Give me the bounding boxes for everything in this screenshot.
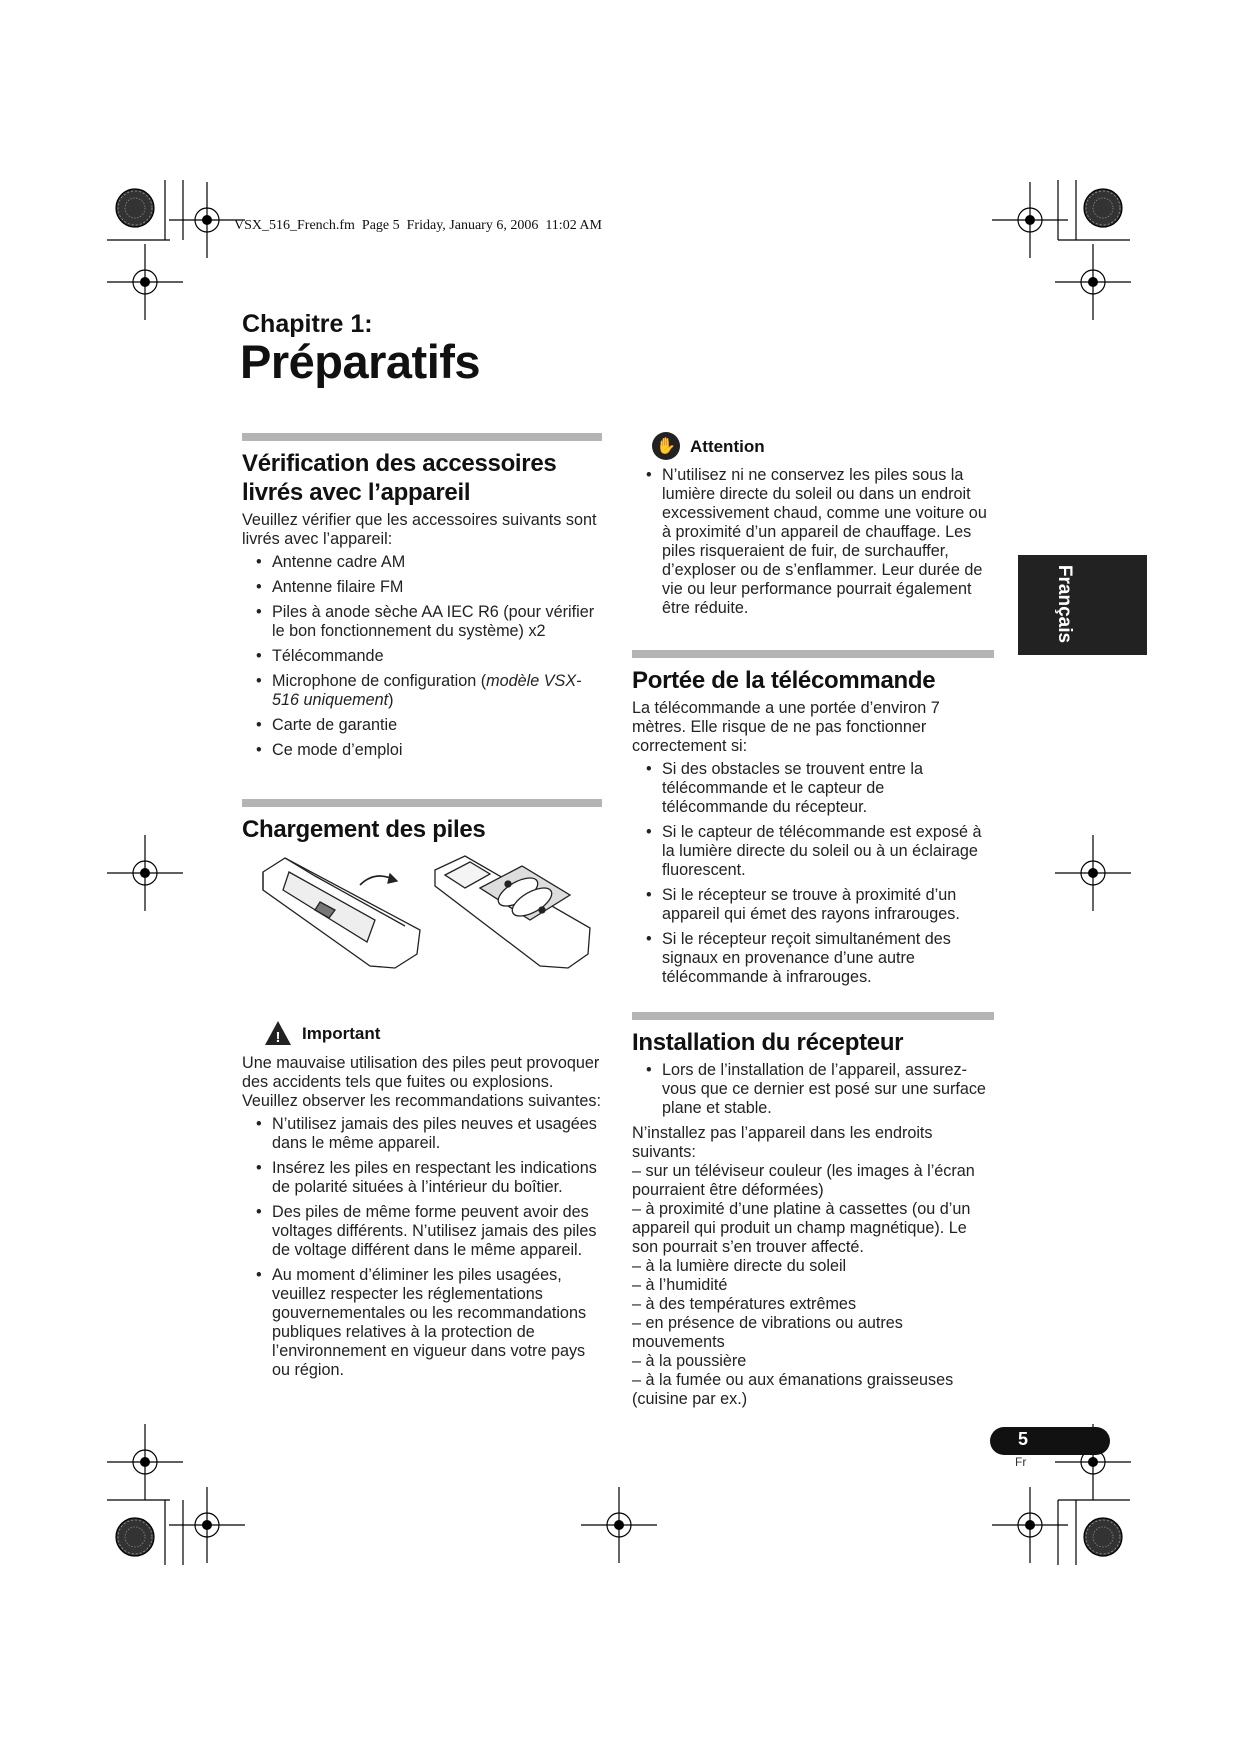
section-rule xyxy=(242,799,602,807)
install-section xyxy=(632,1012,994,1409)
language-tab xyxy=(1018,555,1147,655)
install-title: Installation du récepteur xyxy=(632,1029,904,1056)
list-item: • Carte de garantie xyxy=(256,716,398,734)
page-number: 5 xyxy=(1018,1429,1029,1449)
list-item: • Si des obstacles se trouvent entre la télécommande et le capteur de télécommande du récepteur. xyxy=(646,760,923,816)
batteries-title: Chargement des piles xyxy=(242,816,486,843)
install-line: – à des températures extrêmes xyxy=(632,1295,857,1313)
list-item: • Ce mode d’emploi xyxy=(256,741,403,759)
list-item: • Si le récepteur se trouve à proximité d’un appareil qui émet des rayons infrarouges. xyxy=(646,886,960,923)
attention-list xyxy=(632,466,994,618)
list-item: • Lors de l’installation de l’appareil, assurez-vous que ce dernier est posé sur une surface plane et stable. xyxy=(646,1061,986,1117)
section-rule xyxy=(242,433,602,441)
important-section xyxy=(242,1020,602,1386)
list-item: • Insérez les piles en respectant les indications de polarité situées à l’intérieur du boîtier. xyxy=(256,1159,597,1196)
install-intro: N’installez pas l’appareil dans les endroits suivants: xyxy=(632,1124,933,1161)
attention-label: Attention xyxy=(690,436,765,456)
list-item: • N’utilisez jamais des piles neuves et usagées dans le même appareil. xyxy=(256,1115,597,1152)
svg-text:!: ! xyxy=(275,1029,281,1046)
section-rule xyxy=(632,650,994,658)
important-intro: Une mauvaise utilisation des piles peut provoquer des accidents tels que fuites ou explosions. Veuillez observer les recommandations suivantes: xyxy=(242,1054,602,1110)
list-item: • Si le récepteur reçoit simultanément des signaux en provenance d’une autre télécommande à infrarouges. xyxy=(646,930,951,986)
list-item: • Antenne cadre AM xyxy=(256,553,406,571)
range-intro: La télécommande a une portée d’environ 7 mètres. Elle risque de ne pas fonctionner correctement si: xyxy=(632,699,940,755)
accessories-title: Vérification des accessoires livrés avec l’appareil xyxy=(242,450,557,506)
list-item: • Microphone de configuration (modèle VSX-516 uniquement) xyxy=(256,672,582,709)
battery-loading-illustration xyxy=(255,850,595,990)
install-line: – à la poussière xyxy=(632,1352,747,1370)
install-line: – à proximité d’une platine à cassettes (ou d’un appareil qui produit un champ magnétique). Le son pourrait s’en trouver affecté. xyxy=(632,1200,971,1256)
important-heading xyxy=(264,1020,602,1046)
list-item: • Au moment d’éliminer les piles usagées, veuillez respecter les réglementations gouvernementales ou les recommandations publiques relatives à la protection de l’environnement en vigueur dans votre pays ou région. xyxy=(256,1266,587,1379)
install-list xyxy=(632,1061,994,1118)
install-line: – en présence de vibrations ou autres mouvements xyxy=(632,1314,903,1351)
important-label: Important xyxy=(302,1023,381,1043)
page-language-code: Fr xyxy=(1015,1455,1027,1469)
attention-section xyxy=(632,432,994,624)
chapter-label: Chapitre 1: xyxy=(242,310,373,338)
hand-stop-icon: ✋ xyxy=(652,432,680,460)
install-line: – à la lumière directe du soleil xyxy=(632,1257,847,1275)
section-rule xyxy=(632,1012,994,1020)
accessories-list xyxy=(242,553,602,760)
list-item: • Piles à anode sèche AA IEC R6 (pour vérifier le bon fonctionnement du système) x2 xyxy=(256,603,595,640)
chapter-title: Préparatifs xyxy=(240,335,481,388)
install-line: – à l’humidité xyxy=(632,1276,728,1294)
left-column xyxy=(242,433,602,766)
warning-icon xyxy=(264,1020,292,1046)
range-title: Portée de la télécommande xyxy=(632,667,936,694)
list-item: • Des piles de même forme peuvent avoir des voltages différents. N’utilisez jamais des piles de voltage différent dans le même appareil. xyxy=(256,1203,597,1259)
attention-heading xyxy=(652,432,994,460)
important-list xyxy=(242,1115,602,1380)
language-label: Français xyxy=(1054,564,1075,644)
page-number-pill xyxy=(990,1427,1110,1455)
list-item: • Télécommande xyxy=(256,647,384,665)
list-item: • Antenne filaire FM xyxy=(256,578,404,596)
batteries-section xyxy=(242,799,602,848)
list-item: • Si le capteur de télécommande est exposé à la lumière directe du soleil ou à un éclairage fluorescent. xyxy=(646,823,982,879)
file-header: VSX_516_French.fm Page 5 Friday, January 6, 2006 11:02 AM xyxy=(234,218,602,233)
install-line: – sur un téléviseur couleur (les images à l’écran pourraient être déformées) xyxy=(632,1162,975,1199)
list-item: • N’utilisez ni ne conservez les piles sous la lumière directe du soleil ou dans un endroit excessivement chaud, comme une voiture ou à proximité d’un appareil de chauffage. Les piles risqueraient de fuir, de surchauffer, d’exploser ou de s’enflammer. Leur durée de vie ou leur performance pourrait également être réduite. xyxy=(646,466,987,617)
range-section xyxy=(632,650,994,993)
accessories-intro: Veuillez vérifier que les accessoires suivants sont livrés avec l’appareil: xyxy=(242,511,597,548)
install-line: – à la fumée ou aux émanations graisseuses (cuisine par ex.) xyxy=(632,1371,954,1408)
range-list xyxy=(632,760,994,987)
